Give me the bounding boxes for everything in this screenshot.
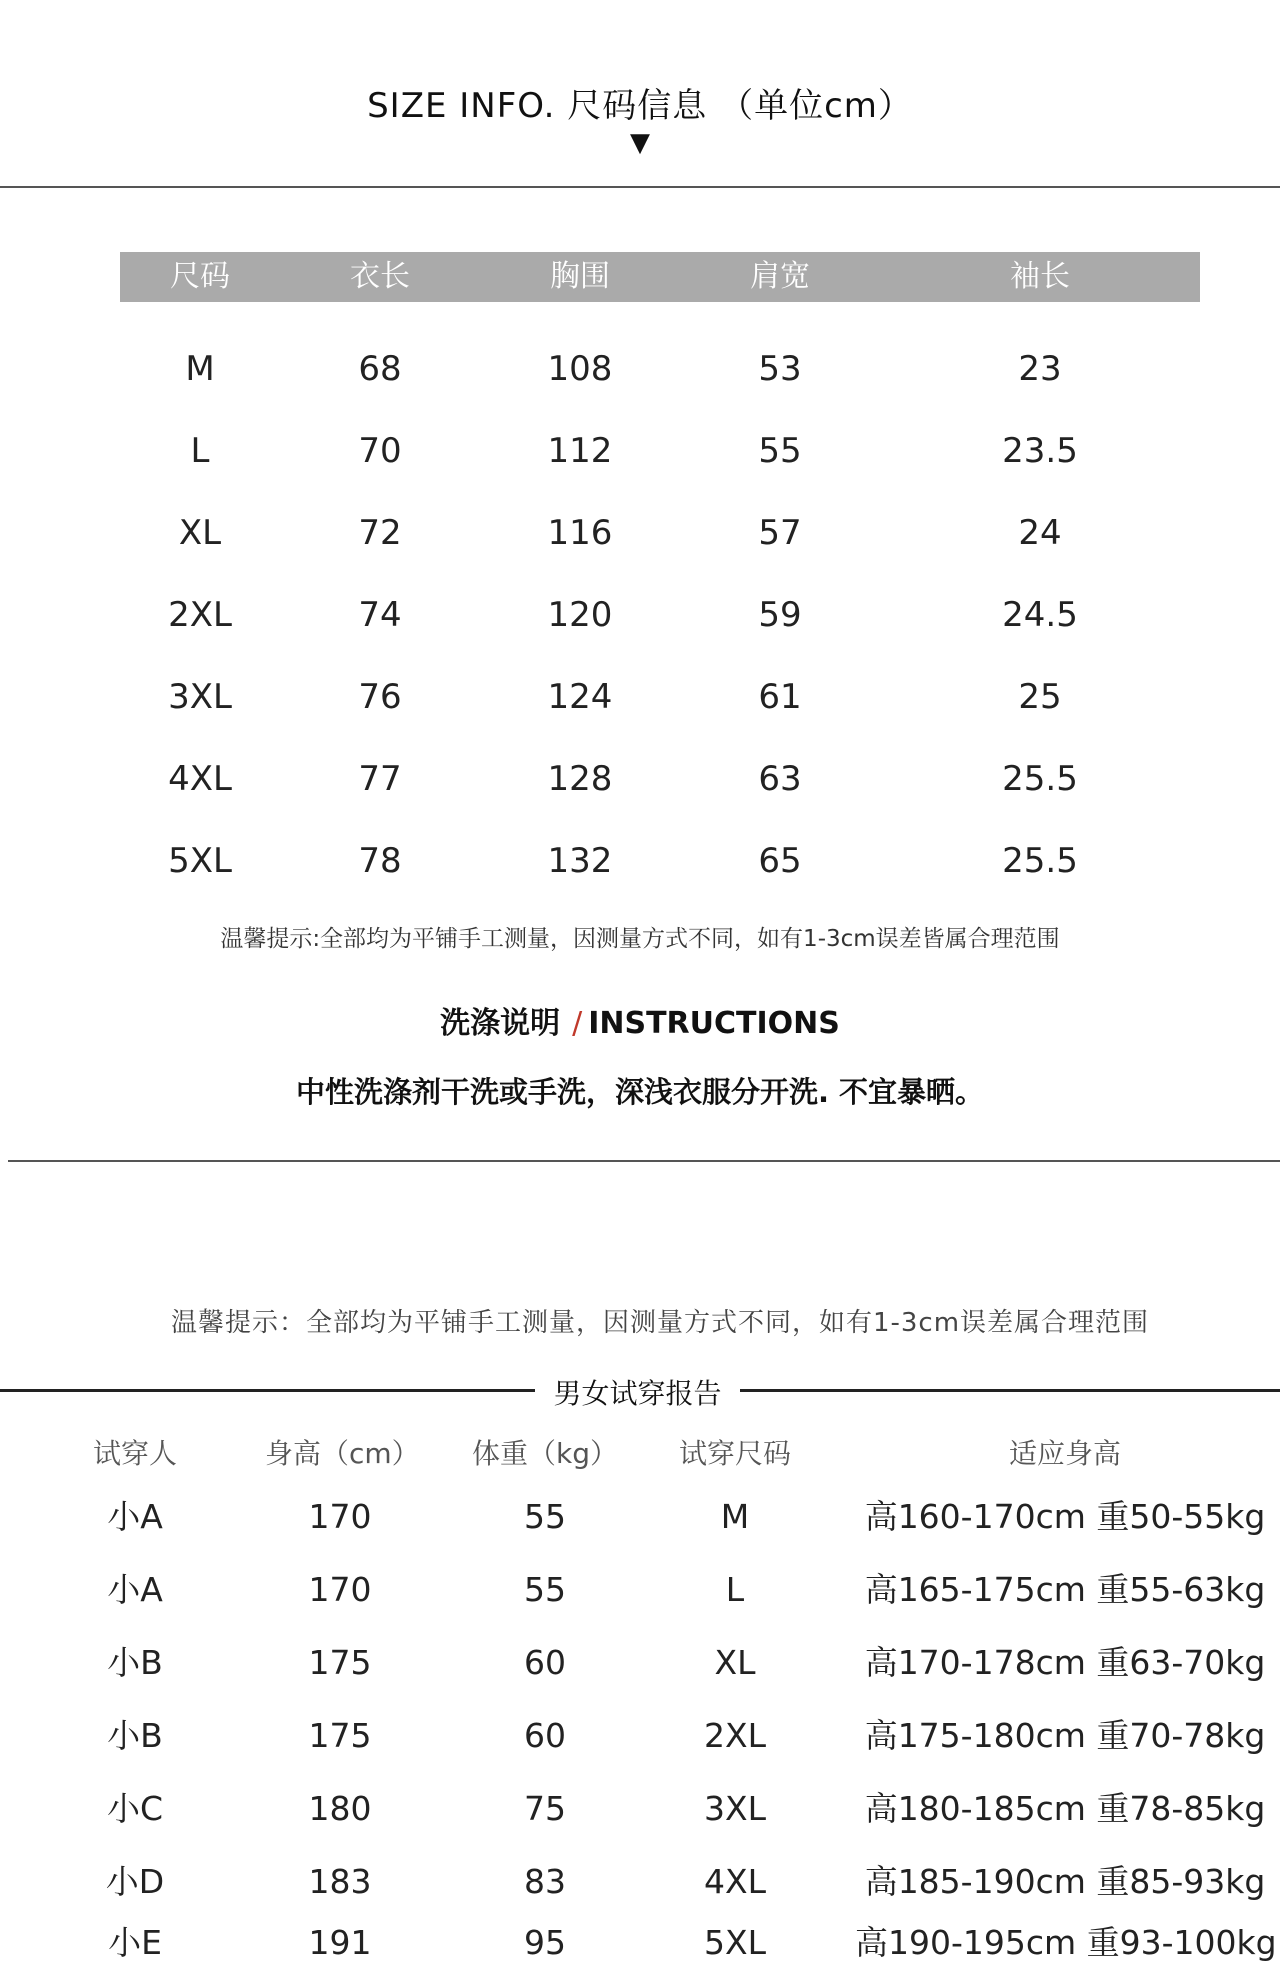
- table-row: [0, 1480, 1280, 1553]
- wash-heading-cn: 洗涤说明: [440, 1006, 561, 1041]
- fit-range-cell: 高190-195cm 重93-100kg: [855, 1923, 1277, 1962]
- height-cell: 183: [308, 1862, 372, 1901]
- size-cell: 5XL: [168, 841, 232, 881]
- table-row: [120, 820, 1200, 902]
- header-weight: 体重（kg）: [472, 1437, 618, 1470]
- shoulder-cell: 61: [758, 677, 802, 717]
- header-sleeve: 袖长: [1010, 259, 1070, 294]
- size-cell: XL: [178, 513, 222, 553]
- shoulder-cell: 63: [758, 759, 802, 799]
- chest-cell: 124: [547, 677, 613, 717]
- size-cell: L: [190, 431, 210, 471]
- sleeve-cell: 24.5: [1002, 595, 1078, 635]
- header-shoulder: 肩宽: [750, 259, 810, 294]
- length-cell: 74: [358, 595, 402, 635]
- weight-cell: 83: [524, 1862, 566, 1901]
- chest-cell: 116: [547, 513, 613, 553]
- size-cell: M: [185, 349, 215, 389]
- tried-size-cell: 5XL: [704, 1923, 766, 1962]
- size-cell: 3XL: [168, 677, 232, 717]
- weight-cell: 55: [524, 1497, 566, 1536]
- header-fit-range: 适应身高: [1008, 1437, 1121, 1470]
- chest-cell: 120: [547, 595, 613, 635]
- chest-cell: 132: [547, 841, 613, 881]
- section-divider: [8, 1160, 1280, 1162]
- header-tried-size: 试穿尺码: [678, 1437, 791, 1470]
- wash-heading-en: INSTRUCTIONS: [588, 1006, 840, 1041]
- header-height: 身高（cm）: [265, 1437, 420, 1470]
- sleeve-cell: 25.5: [1002, 759, 1078, 799]
- heading-slash: /: [572, 1006, 583, 1041]
- fit-range-cell: 高165-175cm 重55-63kg: [864, 1570, 1266, 1609]
- table-row: [120, 328, 1200, 410]
- tried-size-cell: 2XL: [704, 1716, 766, 1755]
- height-cell: 170: [308, 1497, 372, 1536]
- weight-cell: 60: [524, 1643, 566, 1682]
- tester-cell: 小D: [105, 1862, 165, 1901]
- fit-range-cell: 高160-170cm 重50-55kg: [864, 1497, 1266, 1536]
- table-row: [120, 574, 1200, 656]
- tried-size-cell: 3XL: [704, 1789, 766, 1828]
- chest-cell: 112: [547, 431, 613, 471]
- length-cell: 70: [358, 431, 402, 471]
- tester-cell: 小C: [106, 1789, 164, 1828]
- height-cell: 180: [308, 1789, 372, 1828]
- tried-size-cell: XL: [714, 1643, 756, 1682]
- table-row: [120, 656, 1200, 738]
- tried-size-cell: 4XL: [704, 1862, 766, 1901]
- shoulder-cell: 59: [758, 595, 802, 635]
- sleeve-cell: 24: [1018, 513, 1062, 553]
- title-rule-left: [0, 1389, 535, 1392]
- size-table-header: [120, 252, 1200, 302]
- table-row: [120, 410, 1200, 492]
- weight-cell: 75: [524, 1789, 566, 1828]
- size-cell: 2XL: [168, 595, 232, 635]
- height-cell: 191: [308, 1923, 372, 1962]
- tester-cell: 小E: [108, 1923, 162, 1962]
- tried-size-cell: M: [720, 1497, 750, 1536]
- length-cell: 78: [358, 841, 402, 881]
- title-rule-right: [740, 1389, 1280, 1392]
- fit-range-cell: 高180-185cm 重78-85kg: [864, 1789, 1266, 1828]
- table-row: [120, 492, 1200, 574]
- sleeve-cell: 25: [1018, 677, 1062, 717]
- fit-range-cell: 高175-180cm 重70-78kg: [864, 1716, 1266, 1755]
- tester-cell: 小A: [107, 1570, 163, 1609]
- sleeve-cell: 23: [1018, 349, 1062, 389]
- sleeve-cell: 23.5: [1002, 431, 1078, 471]
- sleeve-cell: 25.5: [1002, 841, 1078, 881]
- shoulder-cell: 53: [758, 349, 802, 389]
- measurement-note: 温馨提示:全部均为平铺手工测量，因测量方式不同，如有1-3cm误差皆属合理范围: [220, 926, 1060, 952]
- weight-cell: 95: [524, 1923, 566, 1962]
- fit-range-cell: 高170-178cm 重63-70kg: [864, 1643, 1266, 1682]
- section-divider: [0, 186, 1280, 188]
- header-tester: 试穿人: [92, 1437, 177, 1470]
- fit-report-title: 男女试穿报告: [553, 1377, 722, 1410]
- fit-tips-note: 温馨提示：全部均为平铺手工测量，因测量方式不同，如有1-3cm误差属合理范围: [170, 1308, 1150, 1338]
- header-length: 衣长: [350, 259, 410, 294]
- length-cell: 68: [358, 349, 402, 389]
- length-cell: 72: [358, 513, 402, 553]
- header-size: 尺码: [170, 259, 230, 294]
- fit-range-cell: 高185-190cm 重85-93kg: [864, 1862, 1266, 1901]
- header-chest: 胸围: [550, 259, 610, 294]
- size-info-title: SIZE INFO. 尺码信息 （单位cm）: [367, 86, 913, 126]
- weight-cell: 55: [524, 1570, 566, 1609]
- chest-cell: 128: [547, 759, 613, 799]
- table-row: [0, 1906, 1280, 1979]
- size-cell: 4XL: [168, 759, 232, 799]
- chest-cell: 108: [547, 349, 613, 389]
- height-cell: 170: [308, 1570, 372, 1609]
- shoulder-cell: 65: [758, 841, 802, 881]
- table-row: [0, 1772, 1280, 1845]
- tried-size-cell: L: [725, 1570, 745, 1609]
- shoulder-cell: 55: [758, 431, 802, 471]
- shoulder-cell: 57: [758, 513, 802, 553]
- table-row: [0, 1699, 1280, 1772]
- weight-cell: 60: [524, 1716, 566, 1755]
- tester-cell: 小B: [107, 1716, 163, 1755]
- height-cell: 175: [308, 1643, 372, 1682]
- tester-cell: 小B: [107, 1643, 163, 1682]
- down-triangle-icon: ▼: [630, 128, 650, 158]
- table-row: [0, 1626, 1280, 1699]
- wash-instructions-text: 中性洗涤剂干洗或手洗，深浅衣服分开洗. 不宜暴晒。: [295, 1075, 985, 1109]
- table-row: [0, 1553, 1280, 1626]
- wash-heading: [0, 998, 1280, 1042]
- height-cell: 175: [308, 1716, 372, 1755]
- length-cell: 76: [358, 677, 402, 717]
- length-cell: 77: [358, 759, 402, 799]
- table-row: [120, 738, 1200, 820]
- tester-cell: 小A: [107, 1497, 163, 1536]
